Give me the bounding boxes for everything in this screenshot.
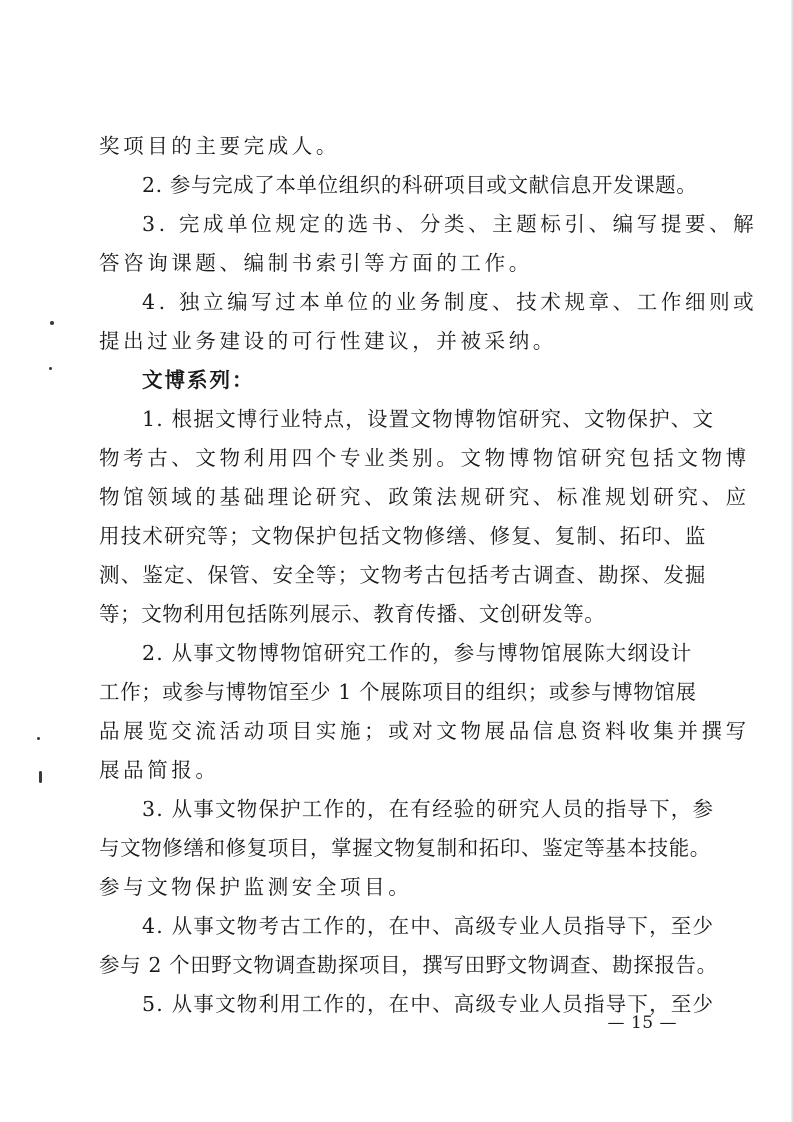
text-line: 2. 从事文物博物馆研究工作的，参与博物馆展陈大纲设计 bbox=[142, 641, 693, 665]
text-line: 奖项目的主要完成人。 bbox=[99, 134, 340, 158]
text-line: 与文物修缮和修复项目，掌握文物复制和拓印、鉴定等基本技能。 bbox=[99, 836, 711, 860]
page-number-footer bbox=[0, 1013, 794, 1033]
text-line: 测、鉴定、保管、安全等；文物考古包括考古调查、勘探、发掘 bbox=[99, 563, 707, 587]
text-line: 3. 从事文物保护工作的，在有经验的研究人员的指导下，参 bbox=[142, 797, 715, 821]
text-line: 4. 独立编写过本单位的业务制度、技术规章、工作细则或 bbox=[142, 290, 758, 314]
section-heading: 文博系列： bbox=[142, 368, 255, 392]
text-line: 5. 从事文物利用工作的，在中、高级专业人员指导下，至少 bbox=[142, 992, 715, 1016]
text-line: 工作；或参与博物馆至少 1 个展陈项目的组织；或参与博物馆展 bbox=[99, 680, 697, 704]
text-line: 提出过业务建设的可行性建议，并被采纳。 bbox=[99, 329, 557, 353]
text-line: 物考古、文物利用四个专业类别。文物博物馆研究包括文物博 bbox=[99, 446, 750, 470]
scan-speck bbox=[39, 771, 42, 783]
text-line: 2. 参与完成了本单位组织的科研项目或文献信息开发课题。 bbox=[142, 173, 698, 197]
text-line: 物馆领域的基础理论研究、政策法规研究、标准规划研究、应 bbox=[99, 485, 750, 509]
text-line: 4. 从事文物考古工作的，在中、高级专业人员指导下，至少 bbox=[142, 914, 715, 938]
text-line: 答咨询课题、编制书索引等方面的工作。 bbox=[99, 251, 533, 275]
page-number: — 15 — bbox=[607, 1013, 677, 1033]
document-body bbox=[99, 127, 758, 1024]
text-line: 1. 根据文博行业特点，设置文物博物馆研究、文物保护、文 bbox=[142, 407, 715, 431]
text-line: 参与 2 个田野文物调查勘探项目，撰写田野文物调查、勘探报告。 bbox=[99, 953, 718, 977]
scan-speck bbox=[49, 367, 52, 370]
text-line: 参与文物保护监测安全项目。 bbox=[99, 875, 413, 899]
text-line: 等；文物利用包括陈列展示、教育传播、文创研发等。 bbox=[99, 602, 606, 626]
text-line: 品展览交流活动项目实施；或对文物展品信息资料收集并撰写 bbox=[99, 719, 750, 743]
scan-speck bbox=[37, 737, 40, 740]
text-line: 3. 完成单位规定的选书、分类、主题标引、编写提要、解 bbox=[142, 212, 758, 236]
text-line: 展品简报。 bbox=[99, 758, 220, 782]
text-line: 用技术研究等；文物保护包括文物修缮、修复、复制、拓印、监 bbox=[99, 524, 707, 548]
scan-speck bbox=[50, 321, 54, 325]
